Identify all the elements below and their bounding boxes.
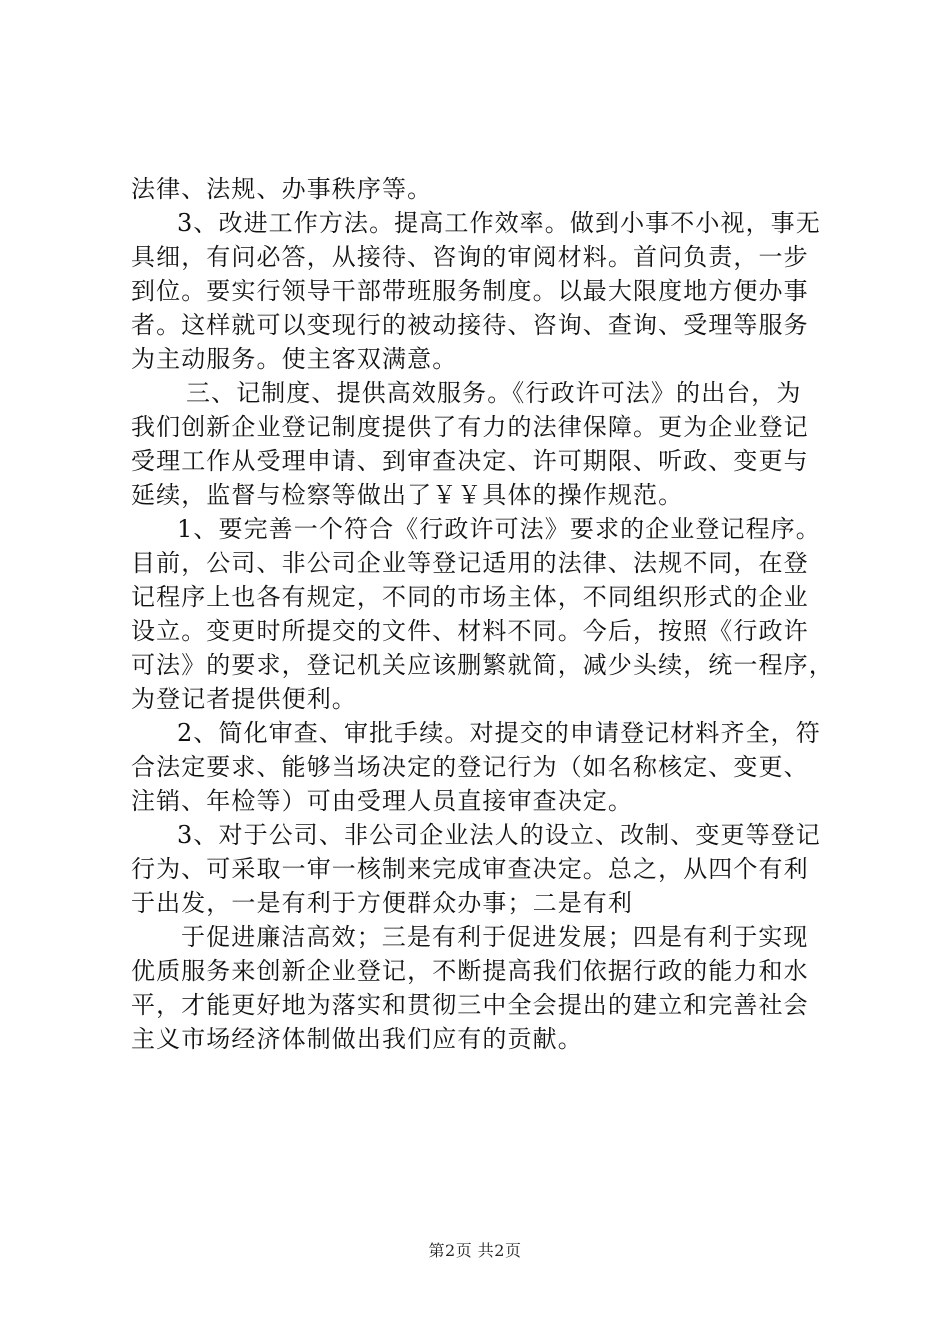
body-text-line: 者。这样就可以变现行的被动接待、咨询、查询、受理等服务	[131, 311, 809, 339]
body-text-line: 3、改进工作方法。提高工作效率。做到小事不小视，事无	[177, 209, 821, 237]
body-text-line: 于促进廉洁高效；三是有利于促进发展；四是有利于实现	[181, 923, 809, 951]
body-text-line: 于出发，一是有利于方便群众办事；二是有利	[131, 889, 633, 917]
body-text-line: 目前，公司、非公司企业等登记适用的法律、法规不同，在登	[131, 549, 809, 577]
page-number-footer: 第2页 共2页	[428, 1241, 522, 1260]
body-text-line: 为登记者提供便利。	[131, 685, 357, 713]
body-text-line: 具细，有问必答，从接待、咨询的审阅材料。首问负责，一步	[131, 243, 809, 271]
body-text-line: 受理工作从受理申请、到审查决定、许可期限、听政、变更与	[131, 447, 809, 475]
body-text-line: 合法定要求、能够当场决定的登记行为（如名称核定、变更、	[131, 753, 809, 781]
body-text-line: 可法》的要求，登记机关应该删繁就简，减少头续，统一程序，	[131, 651, 834, 679]
body-text-line: 1、要完善一个符合《行政许可法》要求的企业登记程序。	[177, 515, 821, 543]
body-text-line: 为主动服务。使主客双满意。	[131, 345, 458, 373]
body-text-line: 注销、年检等）可由受理人员直接审查决定。	[131, 787, 633, 815]
body-text-line: 优质服务来创新企业登记，不断提高我们依据行政的能力和水	[131, 957, 809, 985]
body-text-line: 到位。要实行领导干部带班服务制度。以最大限度地方便办事	[131, 277, 809, 305]
body-text-line: 法律、法规、办事秩序等。	[131, 175, 433, 203]
body-text-line: 我们创新企业登记制度提供了有力的法律保障。更为企业登记	[131, 413, 809, 441]
section-heading-line: 三、记制度、提供高效服务。《行政许可法》的出台，为	[186, 379, 802, 407]
body-text-line: 2、简化审查、审批手续。对提交的申请登记材料齐全，符	[177, 719, 821, 747]
body-text-line: 平，才能更好地为落实和贯彻三中全会提出的建立和完善社会	[131, 991, 809, 1019]
body-text-line: 行为、可采取一审一核制来完成审查决定。总之，从四个有利	[131, 855, 809, 883]
body-text-line: 设立。变更时所提交的文件、材料不同。今后，按照《行政许	[131, 617, 809, 645]
body-text-line: 3、对于公司、非公司企业法人的设立、改制、变更等登记	[177, 821, 821, 849]
body-text-line: 延续，监督与检察等做出了￥￥具体的操作规范。	[131, 481, 684, 509]
body-text-line: 主义市场经济体制做出我们应有的贡献。	[131, 1025, 583, 1053]
body-text-line: 记程序上也各有规定，不同的市场主体，不同组织形式的企业	[131, 583, 809, 611]
